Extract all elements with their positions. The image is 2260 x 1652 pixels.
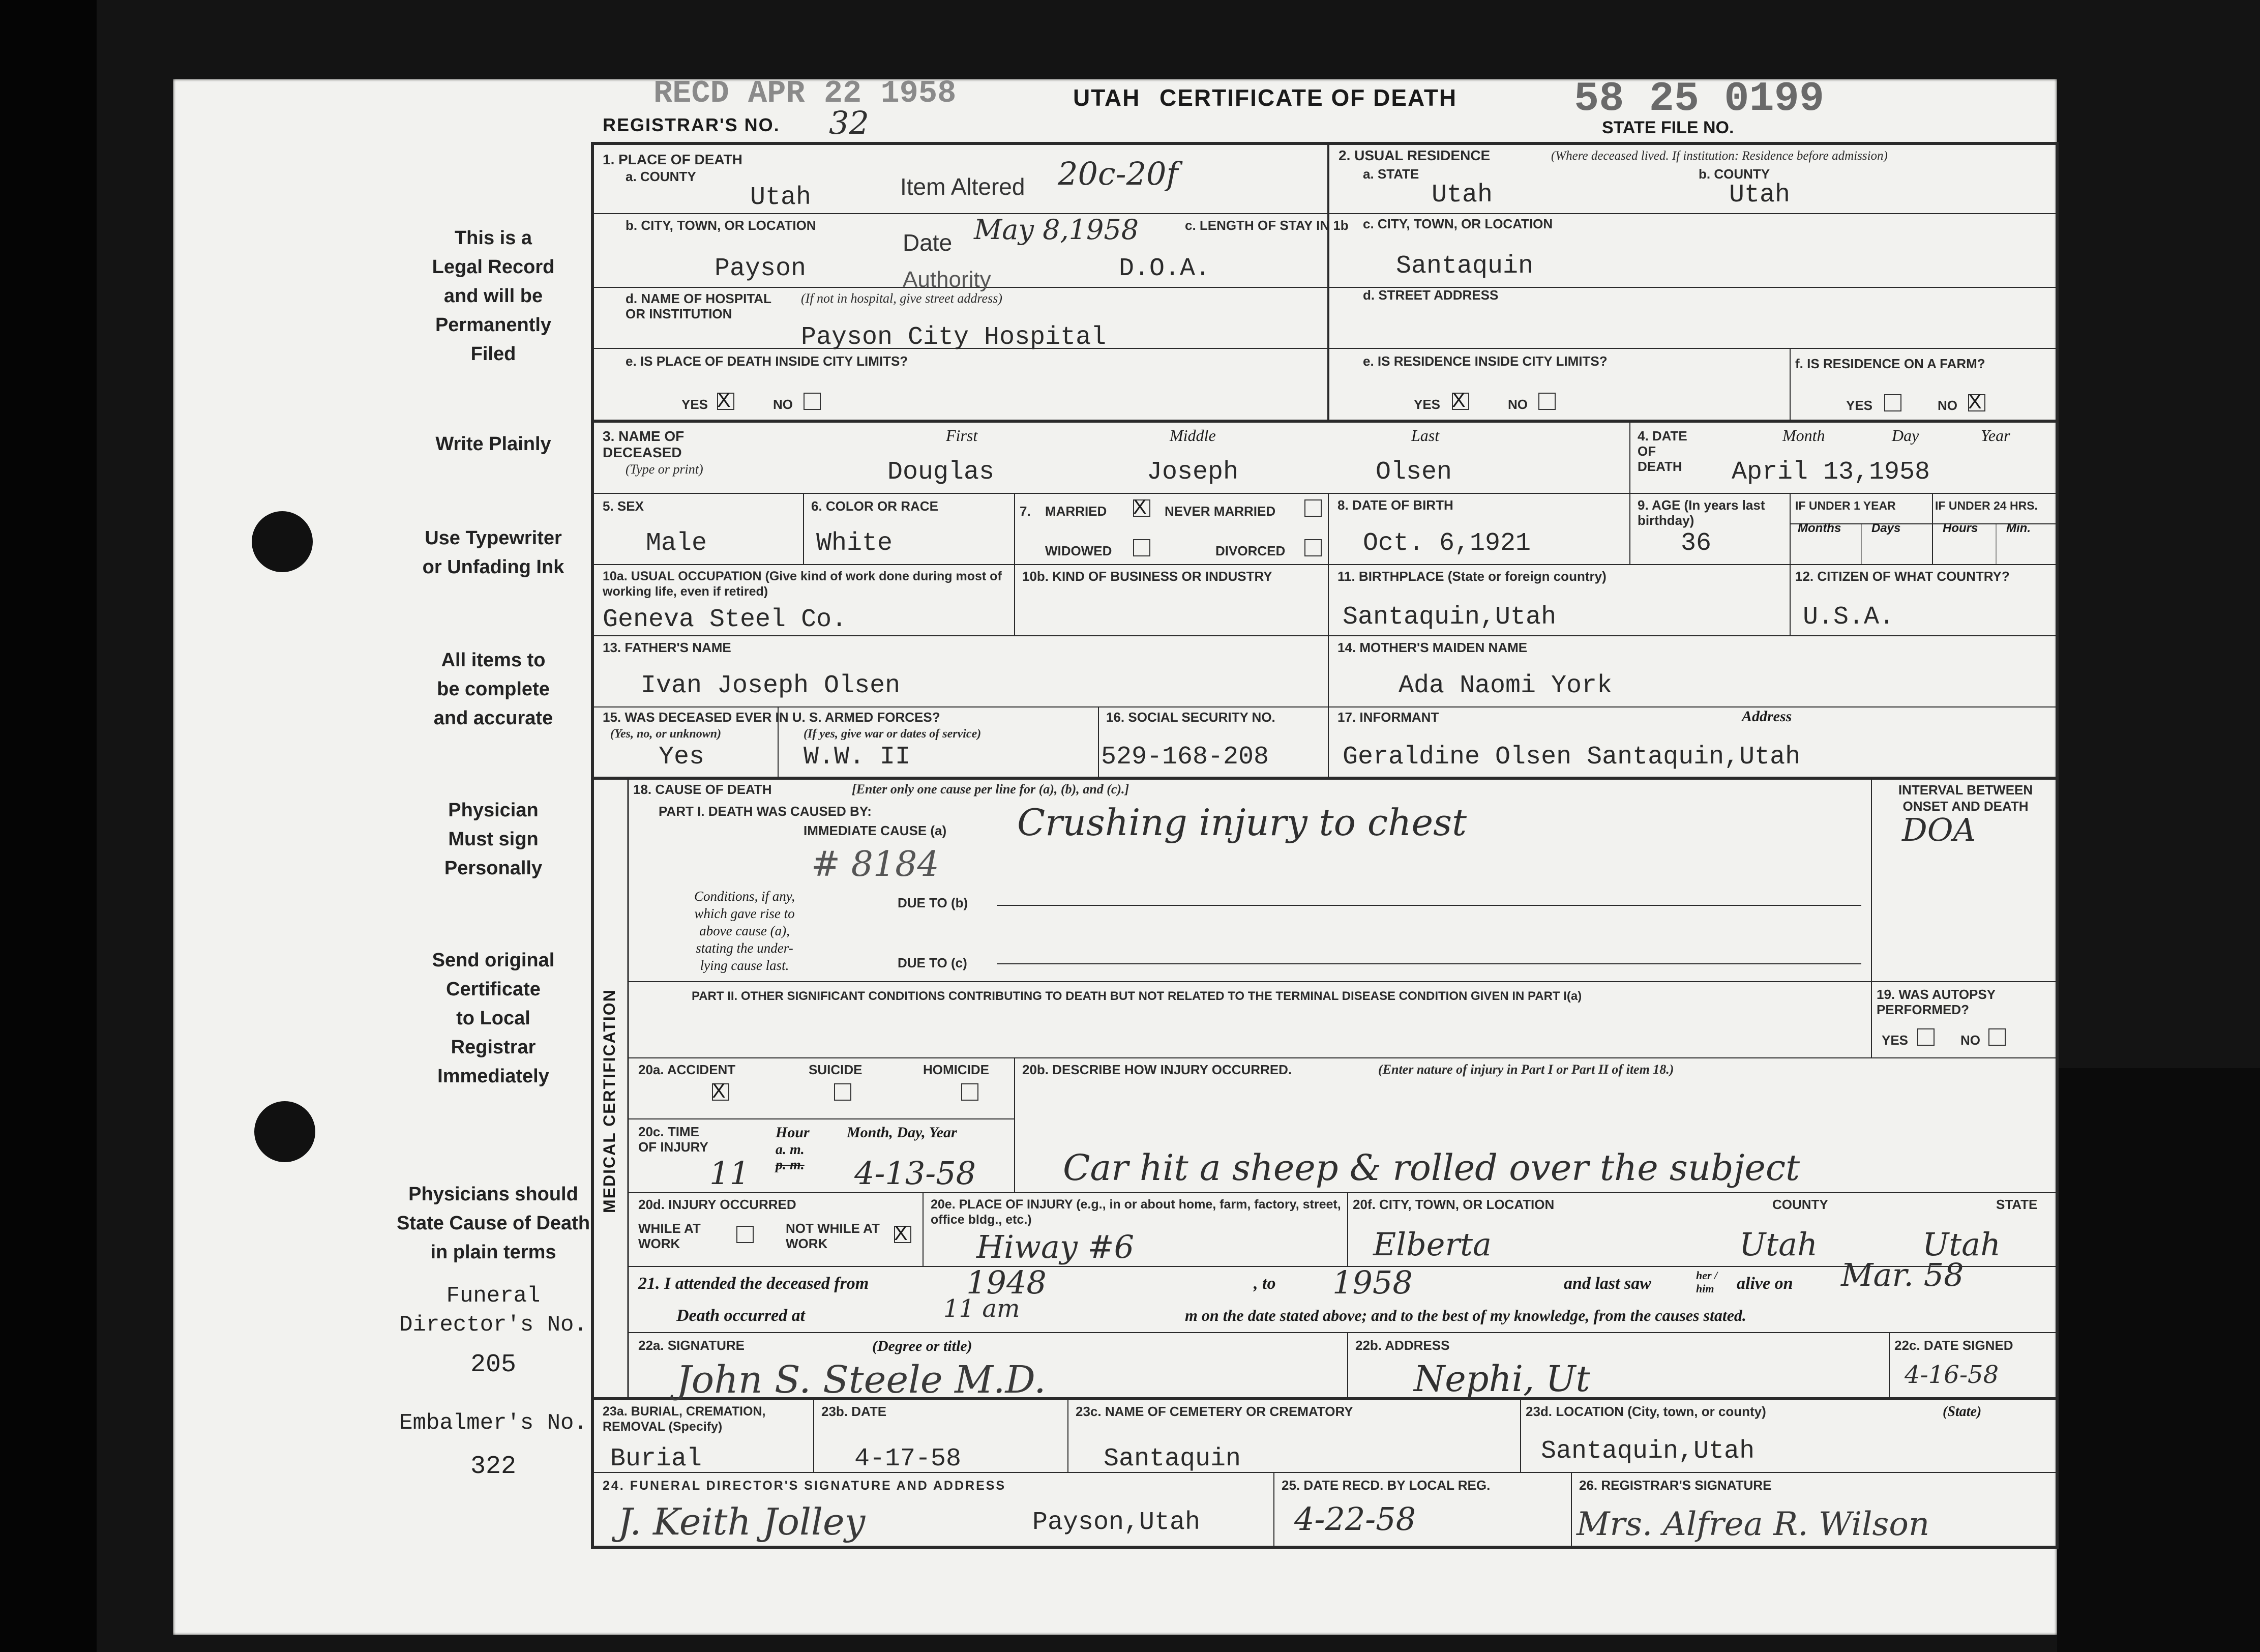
injury-county: Utah [1739,1226,1818,1263]
hospital-note: (If not in hospital, give street address) [801,291,1002,306]
hour-label: Hour [776,1124,810,1141]
signature-label: 22a. SIGNATURE [638,1338,745,1353]
conditions-note: Conditions, if any, which gave rise to above cause (a), stating the under- lying cause last. [694,889,795,973]
funeral-director-signature: J. Keith Jolley [618,1500,866,1543]
autopsy-yes-label: YES [1882,1032,1909,1048]
check-mark: X [894,1222,908,1245]
cause-label: 18. CAUSE OF DEATH [633,782,772,797]
marital-label: 7. [1020,504,1031,519]
check-mark: X [1452,389,1466,411]
embalmer-no: 322 [470,1452,516,1481]
time-label: 20c. TIME OF INJURY [638,1124,708,1155]
birthplace-label: 11. BIRTHPLACE (State or foreign country) [1337,569,1607,584]
attended-label: 21. I attended the deceased from [638,1274,869,1293]
funeral-director-no: 205 [470,1350,516,1379]
burial-method: Burial [610,1444,702,1473]
funeral-director-sig-label: 24. FUNERAL DIRECTOR'S SIGNATURE AND ADDRESS [603,1479,1006,1493]
city-limits-label: e. IS PLACE OF DEATH INSIDE CITY LIMITS? [626,353,908,369]
burial-location: Santaquin,Utah [1541,1437,1755,1466]
never-married-label: NEVER MARRIED [1165,504,1276,519]
state-file-no: 58 25 0199 [1574,75,1825,123]
funeral-director-address: Payson,Utah [1032,1508,1201,1537]
informant: Geraldine Olsen Santaquin,Utah [1343,743,1801,772]
to-label: , to [1254,1274,1276,1293]
sex: Male [646,529,707,558]
sidebar-cause-terms: Physicians should State Cause of Death in plain terms [396,1184,590,1263]
month-label: Month [1782,426,1825,445]
interval: DOA [1902,811,1976,848]
city-label: b. CITY, TOWN, OR LOCATION [626,218,816,233]
divorced-checkbox[interactable] [1304,539,1322,556]
mother-label: 14. MOTHER'S MAIDEN NAME [1337,640,1528,655]
age-label: 9. AGE (In years last birthday) [1638,497,1765,528]
death-occurred-label: Death occurred at [676,1306,806,1325]
war-service: W.W. II [804,743,911,772]
immediate-cause: Crushing injury to chest [1017,801,1467,844]
injury-occurred-label: 20d. INJURY OCCURRED [638,1197,796,1212]
cemetery: Santaquin [1104,1444,1241,1473]
sidebar-complete: All items to be complete and accurate [433,650,553,729]
place-of-injury: Hiway #6 [976,1228,1135,1265]
citizenship: U.S.A. [1803,603,1895,632]
armed-note-2: (If yes, give war or dates of service) [804,727,982,741]
res-city: Santaquin [1396,252,1534,281]
burial-date-label: 23b. DATE [821,1404,887,1419]
suicide-checkbox[interactable] [834,1083,851,1101]
first-name: Douglas [887,458,995,487]
degree-label: (Degree or title) [872,1338,972,1354]
months-label: Months [1798,521,1841,535]
farm-yes-label: YES [1846,398,1873,413]
farm-yes-checkbox[interactable] [1884,394,1901,411]
res-yes-label: YES [1414,397,1441,412]
day-label: Day [1892,426,1919,445]
occupation: Geneva Steel Co. [603,605,847,634]
name-label: 3. NAME OF DECEASED [603,428,685,460]
residence-note: (Where deceased lived. If institution: Residence before admission) [1551,149,1888,163]
cemetery-label: 23c. NAME OF CEMETERY OR CREMATORY [1076,1404,1353,1419]
burial-date: 4-17-58 [854,1444,962,1473]
title-prefix: UTAH [1073,84,1141,111]
item-altered-label: Item Altered [900,173,1025,200]
race: White [816,529,893,558]
res-state: Utah [1432,181,1493,210]
am-label: a. m. [776,1142,805,1158]
part2-label: PART II. OTHER SIGNIFICANT CONDITIONS CONTRIBUTING TO DEATH BUT NOT RELATED TO THE TERMINAL DISEASE CONDITION GIVEN IN PART I(a) [692,989,1582,1003]
last-label: Last [1411,426,1440,445]
date-of-birth: Oct. 6,1921 [1363,529,1531,558]
race-label: 6. COLOR OR RACE [811,498,938,514]
city-limits-no-checkbox[interactable] [804,393,821,410]
farm-no-label: NO [1938,398,1957,413]
citizen-label: 12. CITIZEN OF WHAT COUNTRY? [1795,569,2010,584]
state-label: a. STATE [1363,166,1419,182]
ssn-label: 16. SOCIAL SECURITY NO. [1106,710,1275,725]
hours-label: Hours [1943,521,1978,535]
yes-label: YES [681,397,708,412]
father-name: Ivan Joseph Olsen [641,671,901,700]
date-label: Date [903,229,953,256]
business-label: 10b. KIND OF BUSINESS OR INDUSTRY [1022,569,1272,584]
social-security-no: 529-168-208 [1101,743,1269,772]
cause-code: # 8184 [811,844,939,884]
last-name: Olsen [1376,458,1452,487]
part1-label: PART I. DEATH WAS CAUSED BY: [659,804,872,819]
alive-on-date: Mar. 58 [1841,1256,1964,1293]
res-city-limits-label: e. IS RESIDENCE INSIDE CITY LIMITS? [1363,353,1608,369]
homicide-label: HOMICIDE [923,1062,989,1077]
year-label: Year [1981,426,2010,445]
autopsy-yes-checkbox[interactable] [1917,1028,1935,1046]
cause-note: [Enter only one cause per line for (a), (b), and (c).] [852,782,1129,796]
attended-to: 1958 [1332,1264,1413,1301]
autopsy-no-label: NO [1960,1032,1980,1048]
birthplace: Santaquin,Utah [1343,603,1557,632]
homicide-checkbox[interactable] [961,1083,978,1101]
date-of-death-label: 4. DATE OF DEATH [1638,428,1687,474]
divorced-label: DIVORCED [1215,543,1286,558]
item-altered: 20c-20f [1058,155,1178,192]
death-time: 11 am [943,1294,1020,1323]
armed-note: (Yes, no, or unknown) [610,727,722,741]
date-of-death: April 13,1958 [1732,458,1930,487]
burial-state-label: (State) [1943,1404,1982,1420]
injury-description: Car hit a sheep & rolled over the subject [1063,1147,1800,1189]
physician-signature: John S. Steele M.D. [676,1358,1046,1402]
registrars-no-label: REGISTRAR'S NO. [603,114,780,135]
informant-label: 17. INFORMANT [1337,710,1439,725]
attended-from: 1948 [966,1264,1047,1301]
place-of-death-label: 1. PLACE OF DEATH [603,152,742,167]
sidebar-physician: Physician Must sign Personally [444,800,543,879]
occupation-label: 10a. USUAL OCCUPATION (Give kind of work done during most of working life, even if retired) [603,569,1002,599]
accident-label: 20a. ACCIDENT [638,1062,736,1077]
autopsy-label: 19. WAS AUTOPSY PERFORMED? [1877,987,1996,1017]
res-no-label: NO [1508,397,1528,412]
res-city-label: c. CITY, TOWN, OR LOCATION [1363,216,1553,231]
injury-county-label: COUNTY [1772,1197,1828,1212]
date-recd-label: 25. DATE RECD. BY LOCAL REG. [1282,1478,1491,1493]
due-to-b-label: DUE TO (b) [898,895,968,910]
under-24-hrs-label: IF UNDER 24 HRS. [1935,499,2038,512]
due-to-c-label: DUE TO (c) [898,955,967,970]
place-of-injury-label: 20e. PLACE OF INJURY (e.g., in or about home, farm, factory, street, office bldg., etc.) [931,1197,1341,1227]
sidebar-write-plainly: Write Plainly [435,433,551,455]
immediate-label: IMMEDIATE CAUSE (a) [804,823,947,838]
armed-forces-label: 15. WAS DECEASED EVER IN U. S. ARMED FORCES? [603,710,940,725]
describe-label: 20b. DESCRIBE HOW INJURY OCCURRED. [1022,1062,1292,1077]
alive-on-label: alive on [1737,1274,1793,1293]
pm-label: p. m. [776,1157,805,1173]
death-occurred-statement: m on the date stated above; and to the best of my knowledge, from the causes stated. [1185,1306,1746,1324]
res-city-limits-no-checkbox[interactable] [1538,393,1556,410]
interval-label: INTERVAL BETWEEN ONSET AND DEATH [1898,782,2033,814]
first-label: First [946,426,978,445]
received-stamp: RECD APR 22 1958 [653,75,957,111]
hospital-name: Payson City Hospital [801,323,1107,352]
registrars-no: 32 [829,104,869,141]
date-recd: 4-22-58 [1294,1500,1416,1538]
while-at-work-label: WHILE AT WORK [638,1221,701,1251]
sidebar-send: Send original Certificate to Local Registrar Immediately [432,950,555,1087]
sidebar-typewriter: Use Typewriter or Unfading Ink [422,527,564,578]
authority-label: Authority [903,267,991,292]
not-at-work-label: NOT WHILE AT WORK [786,1221,880,1251]
usual-residence-label: 2. USUAL RESIDENCE [1339,148,1491,163]
physician-address-label: 22b. ADDRESS [1355,1338,1450,1353]
page-title: CERTIFICATE OF DEATH [1159,84,1458,111]
under-1-year-label: IF UNDER 1 YEAR [1795,499,1896,512]
widowed-checkbox[interactable] [1133,539,1150,556]
alteration-date: May 8,1958 [974,214,1139,246]
check-mark: X [1968,391,1982,413]
check-mark: X [712,1080,726,1102]
suicide-label: SUICIDE [809,1062,863,1077]
address-label: Address [1742,708,1792,725]
physician-address: Nephi, Ut [1414,1358,1590,1400]
autopsy-no-checkbox[interactable] [1988,1028,2006,1046]
funeral-director-label: Funeral Director's No. [399,1283,587,1338]
last-saw-label: and last saw [1564,1274,1651,1293]
age: 36 [1681,529,1712,558]
authority: D.O.A. [1119,254,1211,283]
sidebar-legal: This is a Legal Record and will be Permanently Filed [432,227,555,365]
middle-name: Joseph [1147,458,1239,487]
street-label: d. STREET ADDRESS [1363,287,1499,303]
married-label: MARRIED [1045,504,1107,519]
name-note: (Type or print) [626,462,703,477]
county-label: a. COUNTY [626,169,696,184]
injury-city: Elberta [1373,1226,1492,1263]
while-at-work-checkbox[interactable] [736,1226,754,1243]
no-label: NO [773,397,793,412]
medical-certification-label: MEDICAL CERTIFICATION [600,989,618,1213]
burial-method-label: 23a. BURIAL, CREMATION, REMOVAL (Specify) [603,1404,766,1434]
death-city: Payson [715,254,807,283]
registrar-sig-label: 26. REGISTRAR'S SIGNATURE [1579,1478,1772,1493]
never-married-checkbox[interactable] [1304,499,1322,517]
injury-hour: 11 [709,1155,750,1192]
check-mark: X [717,389,731,411]
date-signed: 4-16-58 [1905,1361,1999,1389]
dob-label: 8. DATE OF BIRTH [1337,497,1453,513]
armed-forces: Yes [659,743,705,772]
min-label: Min. [2006,521,2031,535]
farm-label: f. IS RESIDENCE ON A FARM? [1795,356,1985,371]
state-file-label: STATE FILE NO. [1602,118,1734,137]
injury-state-label: STATE [1996,1197,2038,1212]
days-label: Days [1871,521,1901,535]
res-county: Utah [1729,181,1791,210]
check-mark: X [1133,496,1147,518]
length-of-stay-label: c. LENGTH OF STAY IN 1b [1185,218,1349,233]
res-county-label: b. COUNTY [1699,166,1770,182]
date-signed-label: 22c. DATE SIGNED [1894,1338,2013,1353]
death-county: Utah [750,183,812,212]
describe-note: (Enter nature of injury in Part I or Part II of item 18.) [1378,1062,1674,1077]
location-label: 23d. LOCATION (City, town, or county) [1526,1404,1766,1419]
injury-state: Utah [1922,1226,2001,1263]
father-label: 13. FATHER'S NAME [603,640,731,655]
mdy-label: Month, Day, Year [847,1124,957,1141]
middle-label: Middle [1170,426,1216,445]
widowed-label: WIDOWED [1045,543,1112,558]
mother-name: Ada Naomi York [1399,671,1613,700]
hospital-label: d. NAME OF HOSPITAL OR INSTITUTION [626,291,771,321]
sex-label: 5. SEX [603,498,644,514]
injury-city-label: 20f. CITY, TOWN, OR LOCATION [1353,1197,1555,1212]
her-him-label: her / him [1696,1269,1718,1295]
embalmer-label: Embalmer's No. [399,1410,587,1436]
registrar-signature: Mrs. Alfrea R. Wilson [1577,1506,1930,1543]
injury-date: 4-13-58 [854,1155,976,1192]
